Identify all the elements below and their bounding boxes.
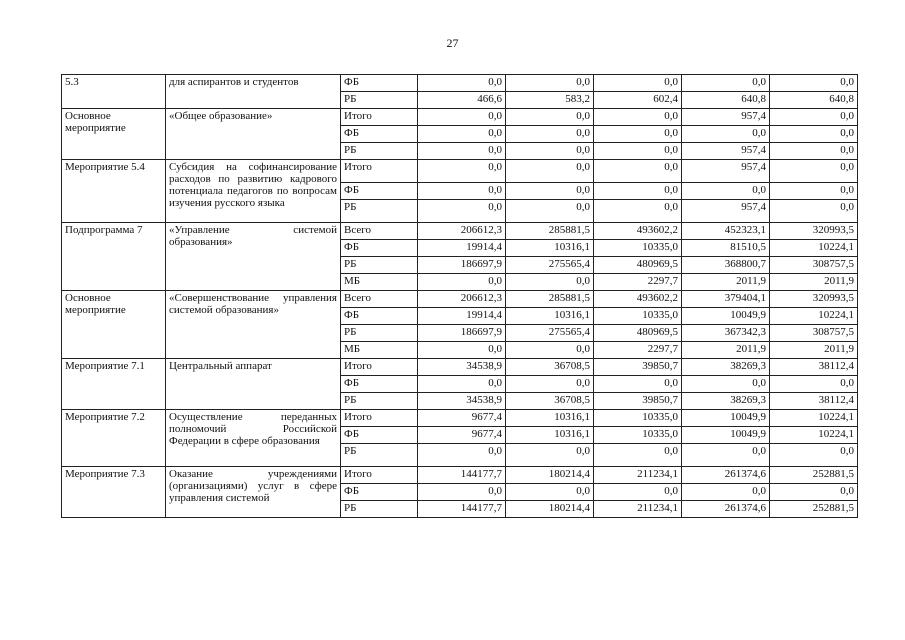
table-row xyxy=(62,359,858,376)
amount-cell: 0,0 xyxy=(506,200,594,223)
funding-source-cell: МБ xyxy=(341,342,418,359)
amount-cell: 0,0 xyxy=(418,183,506,200)
amount-cell: 10316,1 xyxy=(506,410,594,427)
activity-code-cell: Мероприятие 7.3 xyxy=(62,467,166,518)
funding-source-cell: Итого xyxy=(341,467,418,484)
amount-cell: 2011,9 xyxy=(770,342,858,359)
amount-cell: 206612,3 xyxy=(418,291,506,308)
amount-cell: 252881,5 xyxy=(770,501,858,518)
activity-code-cell: Мероприятие 7.2 xyxy=(62,410,166,467)
amount-cell: 38269,3 xyxy=(682,393,770,410)
activity-code-cell: Основное мероприятие xyxy=(62,109,166,160)
funding-source-cell: ФБ xyxy=(341,75,418,92)
amount-cell: 0,0 xyxy=(682,126,770,143)
amount-cell: 9677,4 xyxy=(418,427,506,444)
amount-cell: 285881,5 xyxy=(506,223,594,240)
activity-code-cell: 5.3 xyxy=(62,75,166,109)
funding-source-cell: РБ xyxy=(341,200,418,223)
amount-cell: 0,0 xyxy=(418,200,506,223)
amount-cell: 10049,9 xyxy=(682,308,770,325)
amount-cell: 0,0 xyxy=(506,75,594,92)
amount-cell: 0,0 xyxy=(506,126,594,143)
amount-cell: 10335,0 xyxy=(594,240,682,257)
amount-cell: 0,0 xyxy=(770,200,858,223)
amount-cell: 0,0 xyxy=(770,75,858,92)
amount-cell: 252881,5 xyxy=(770,467,858,484)
amount-cell: 0,0 xyxy=(594,200,682,223)
amount-cell: 0,0 xyxy=(506,376,594,393)
amount-cell: 0,0 xyxy=(418,160,506,183)
amount-cell: 10335,0 xyxy=(594,308,682,325)
activity-name-cell: «Совершенствование управления системой образования» xyxy=(166,291,341,359)
amount-cell: 9677,4 xyxy=(418,410,506,427)
funding-source-cell: Всего xyxy=(341,223,418,240)
amount-cell: 180214,4 xyxy=(506,501,594,518)
amount-cell: 206612,3 xyxy=(418,223,506,240)
funding-source-cell: РБ xyxy=(341,325,418,342)
activity-code-cell: Мероприятие 7.1 xyxy=(62,359,166,410)
amount-cell: 0,0 xyxy=(418,484,506,501)
amount-cell: 38269,3 xyxy=(682,359,770,376)
amount-cell: 10049,9 xyxy=(682,427,770,444)
amount-cell: 144177,7 xyxy=(418,467,506,484)
funding-source-cell: Итого xyxy=(341,410,418,427)
amount-cell: 285881,5 xyxy=(506,291,594,308)
amount-cell: 602,4 xyxy=(594,92,682,109)
amount-cell: 211234,1 xyxy=(594,467,682,484)
funding-source-cell: ФБ xyxy=(341,427,418,444)
amount-cell: 10335,0 xyxy=(594,427,682,444)
amount-cell: 211234,1 xyxy=(594,501,682,518)
amount-cell: 10316,1 xyxy=(506,308,594,325)
table-row xyxy=(62,223,858,240)
amount-cell: 0,0 xyxy=(682,183,770,200)
amount-cell: 2011,9 xyxy=(682,342,770,359)
amount-cell: 0,0 xyxy=(506,342,594,359)
amount-cell: 308757,5 xyxy=(770,325,858,342)
amount-cell: 0,0 xyxy=(418,444,506,467)
table-row xyxy=(62,410,858,427)
funding-source-cell: РБ xyxy=(341,444,418,467)
activity-name-cell: Центральный аппарат xyxy=(166,359,341,410)
amount-cell: 452323,1 xyxy=(682,223,770,240)
amount-cell: 0,0 xyxy=(418,143,506,160)
amount-cell: 0,0 xyxy=(506,109,594,126)
table-row xyxy=(62,467,858,484)
amount-cell: 0,0 xyxy=(682,444,770,467)
funding-source-cell: РБ xyxy=(341,501,418,518)
amount-cell: 0,0 xyxy=(770,484,858,501)
amount-cell: 2297,7 xyxy=(594,274,682,291)
activity-name-cell: Осуществление переданных полномочий Российской Федерации в сфере образования xyxy=(166,410,341,467)
amount-cell: 36708,5 xyxy=(506,393,594,410)
amount-cell: 275565,4 xyxy=(506,257,594,274)
activity-name-cell: «Общее образование» xyxy=(166,109,341,160)
page-number: 27 xyxy=(446,36,459,50)
amount-cell: 0,0 xyxy=(506,274,594,291)
amount-cell: 0,0 xyxy=(682,376,770,393)
amount-cell: 0,0 xyxy=(594,183,682,200)
amount-cell: 0,0 xyxy=(594,109,682,126)
amount-cell: 0,0 xyxy=(418,75,506,92)
amount-cell: 10224,1 xyxy=(770,308,858,325)
amount-cell: 34538,9 xyxy=(418,393,506,410)
amount-cell: 0,0 xyxy=(594,143,682,160)
amount-cell: 2297,7 xyxy=(594,342,682,359)
amount-cell: 583,2 xyxy=(506,92,594,109)
funding-source-cell: МБ xyxy=(341,274,418,291)
amount-cell: 640,8 xyxy=(682,92,770,109)
amount-cell: 0,0 xyxy=(594,376,682,393)
amount-cell: 640,8 xyxy=(770,92,858,109)
amount-cell: 0,0 xyxy=(594,160,682,183)
funding-source-cell: ФБ xyxy=(341,484,418,501)
amount-cell: 480969,5 xyxy=(594,325,682,342)
amount-cell: 0,0 xyxy=(770,376,858,393)
amount-cell: 0,0 xyxy=(506,183,594,200)
amount-cell: 261374,6 xyxy=(682,467,770,484)
amount-cell: 0,0 xyxy=(506,160,594,183)
amount-cell: 261374,6 xyxy=(682,501,770,518)
amount-cell: 39850,7 xyxy=(594,393,682,410)
amount-cell: 308757,5 xyxy=(770,257,858,274)
amount-cell: 367342,3 xyxy=(682,325,770,342)
amount-cell: 81510,5 xyxy=(682,240,770,257)
amount-cell: 10224,1 xyxy=(770,427,858,444)
activity-name-cell: для аспирантов и студентов xyxy=(166,75,341,109)
budget-table xyxy=(61,74,858,518)
amount-cell: 2011,9 xyxy=(682,274,770,291)
amount-cell: 39850,7 xyxy=(594,359,682,376)
amount-cell: 10316,1 xyxy=(506,240,594,257)
funding-source-cell: Итого xyxy=(341,109,418,126)
activity-code-cell: Мероприятие 5.4 xyxy=(62,160,166,223)
amount-cell: 0,0 xyxy=(770,143,858,160)
amount-cell: 186697,9 xyxy=(418,257,506,274)
amount-cell: 0,0 xyxy=(594,75,682,92)
amount-cell: 10049,9 xyxy=(682,410,770,427)
amount-cell: 34538,9 xyxy=(418,359,506,376)
amount-cell: 0,0 xyxy=(594,484,682,501)
amount-cell: 0,0 xyxy=(506,484,594,501)
amount-cell: 320993,5 xyxy=(770,291,858,308)
budget-table-body xyxy=(62,75,858,518)
amount-cell: 19914,4 xyxy=(418,240,506,257)
funding-source-cell: ФБ xyxy=(341,240,418,257)
table-row xyxy=(62,109,858,126)
amount-cell: 0,0 xyxy=(770,160,858,183)
funding-source-cell: Итого xyxy=(341,359,418,376)
amount-cell: 275565,4 xyxy=(506,325,594,342)
amount-cell: 0,0 xyxy=(770,183,858,200)
table-row xyxy=(62,291,858,308)
amount-cell: 957,4 xyxy=(682,109,770,126)
amount-cell: 0,0 xyxy=(770,444,858,467)
amount-cell: 0,0 xyxy=(418,109,506,126)
amount-cell: 10335,0 xyxy=(594,410,682,427)
amount-cell: 0,0 xyxy=(594,444,682,467)
amount-cell: 10224,1 xyxy=(770,240,858,257)
amount-cell: 368800,7 xyxy=(682,257,770,274)
amount-cell: 466,6 xyxy=(418,92,506,109)
funding-source-cell: Итого xyxy=(341,160,418,183)
amount-cell: 957,4 xyxy=(682,143,770,160)
amount-cell: 180214,4 xyxy=(506,467,594,484)
amount-cell: 10316,1 xyxy=(506,427,594,444)
funding-source-cell: ФБ xyxy=(341,308,418,325)
amount-cell: 320993,5 xyxy=(770,223,858,240)
amount-cell: 493602,2 xyxy=(594,291,682,308)
amount-cell: 0,0 xyxy=(418,342,506,359)
funding-source-cell: РБ xyxy=(341,393,418,410)
amount-cell: 2011,9 xyxy=(770,274,858,291)
amount-cell: 0,0 xyxy=(506,444,594,467)
activity-code-cell: Подпрограмма 7 xyxy=(62,223,166,291)
amount-cell: 0,0 xyxy=(682,484,770,501)
amount-cell: 0,0 xyxy=(418,126,506,143)
table-row xyxy=(62,160,858,183)
funding-source-cell: Всего xyxy=(341,291,418,308)
amount-cell: 957,4 xyxy=(682,200,770,223)
amount-cell: 480969,5 xyxy=(594,257,682,274)
activity-name-cell: Субсидия на софинансирование расходов по развитию кадрового потенциала педагогов по вопросам изучения русского языка xyxy=(166,160,341,223)
funding-source-cell: ФБ xyxy=(341,376,418,393)
amount-cell: 36708,5 xyxy=(506,359,594,376)
activity-name-cell: Оказание учреждениями (организациями) услуг в сфере управления системой xyxy=(166,467,341,518)
amount-cell: 38112,4 xyxy=(770,359,858,376)
amount-cell: 0,0 xyxy=(418,274,506,291)
activity-name-cell: «Управление системой образования» xyxy=(166,223,341,291)
funding-source-cell: РБ xyxy=(341,143,418,160)
funding-source-cell: ФБ xyxy=(341,183,418,200)
funding-source-cell: ФБ xyxy=(341,126,418,143)
amount-cell: 38112,4 xyxy=(770,393,858,410)
amount-cell: 186697,9 xyxy=(418,325,506,342)
amount-cell: 0,0 xyxy=(770,126,858,143)
amount-cell: 0,0 xyxy=(770,109,858,126)
amount-cell: 493602,2 xyxy=(594,223,682,240)
amount-cell: 10224,1 xyxy=(770,410,858,427)
table-row xyxy=(62,75,858,92)
amount-cell: 0,0 xyxy=(682,75,770,92)
activity-code-cell: Основное мероприятие xyxy=(62,291,166,359)
amount-cell: 19914,4 xyxy=(418,308,506,325)
amount-cell: 0,0 xyxy=(506,143,594,160)
amount-cell: 0,0 xyxy=(418,376,506,393)
amount-cell: 379404,1 xyxy=(682,291,770,308)
amount-cell: 957,4 xyxy=(682,160,770,183)
amount-cell: 0,0 xyxy=(594,126,682,143)
funding-source-cell: РБ xyxy=(341,257,418,274)
funding-source-cell: РБ xyxy=(341,92,418,109)
amount-cell: 144177,7 xyxy=(418,501,506,518)
